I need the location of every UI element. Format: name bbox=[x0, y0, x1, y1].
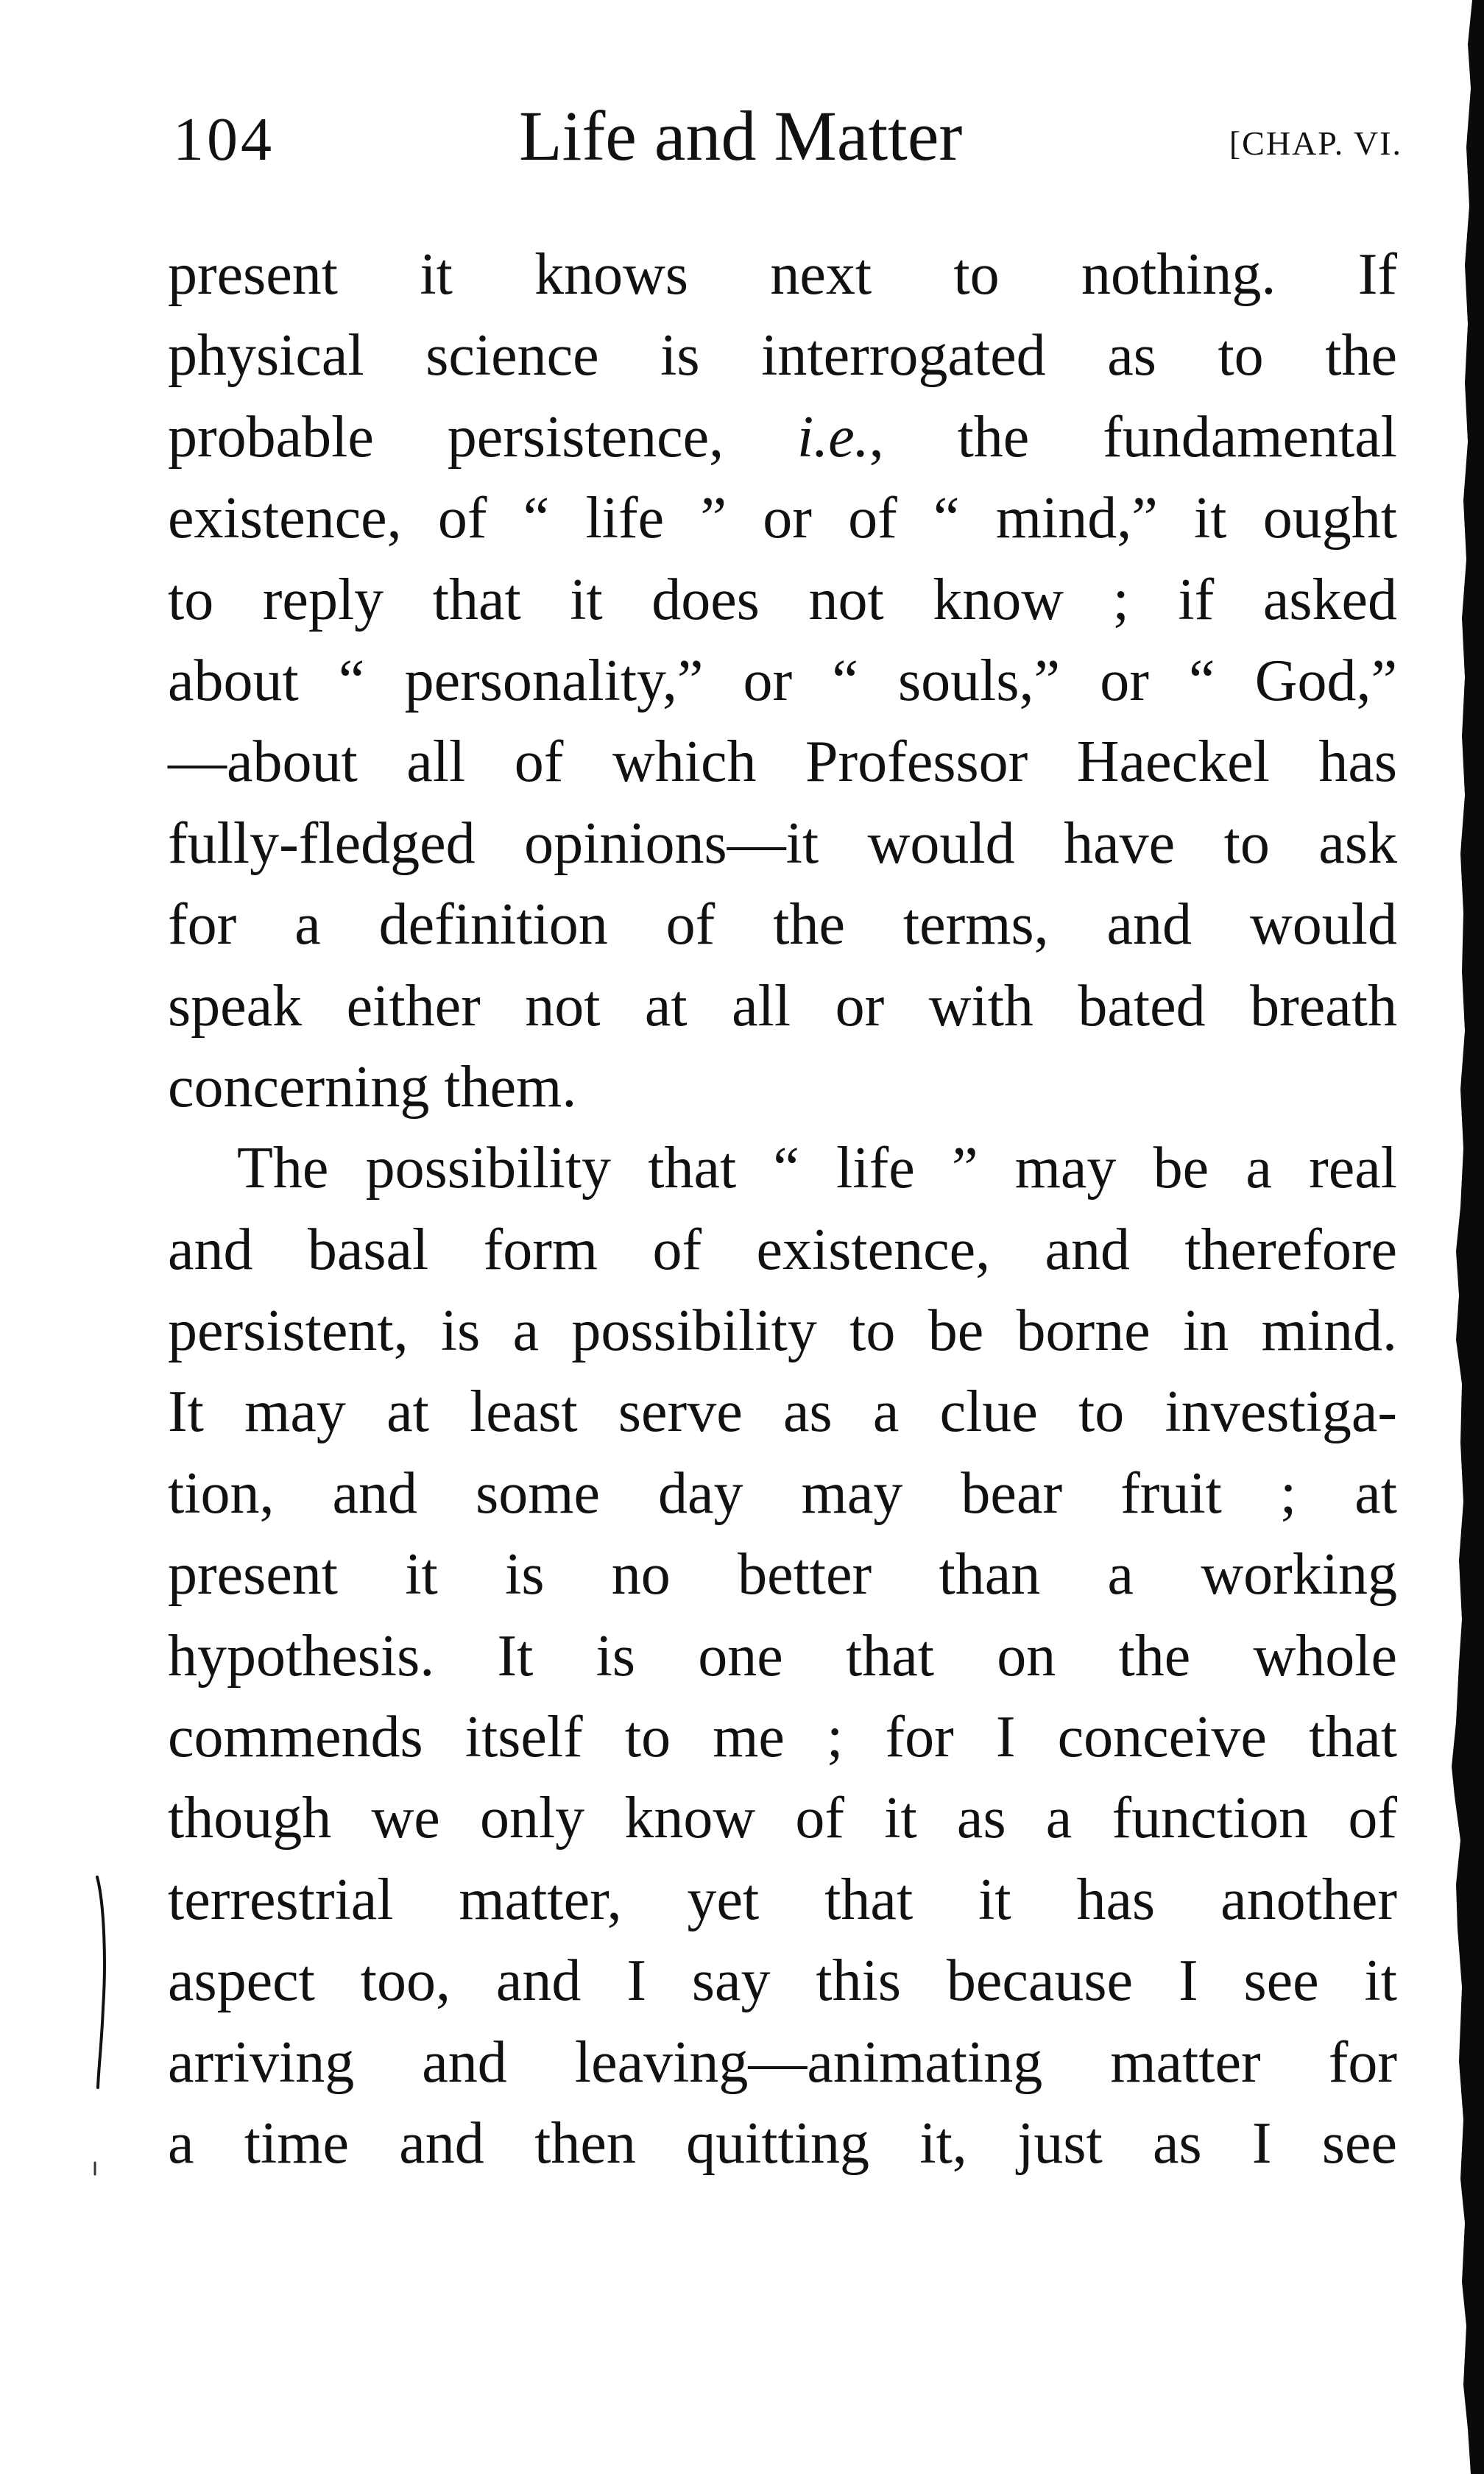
page-header bbox=[173, 96, 1402, 184]
margin-pencil-dot bbox=[93, 2161, 97, 2176]
text-line: tion, and some day may bear fruit ; at bbox=[168, 1460, 1397, 1526]
text-line: hypothesis. It is one that on the whole bbox=[168, 1623, 1397, 1689]
text-line: to reply that it does not know ; if asked bbox=[168, 567, 1397, 632]
page-number: 104 bbox=[173, 105, 275, 174]
text-line: It may at least serve as a clue to investiga- bbox=[168, 1379, 1397, 1445]
text-line: for a definition of the terms, and would bbox=[168, 892, 1397, 958]
text-line: commends itself to me ; for I conceive that bbox=[168, 1705, 1397, 1770]
text-line: arriving and leaving—animating matter for bbox=[168, 2029, 1397, 2095]
text-line bbox=[168, 397, 1397, 478]
text-line: aspect too, and I say this because I see it bbox=[168, 1948, 1397, 2014]
text-line: terrestrial matter, yet that it has another bbox=[168, 1867, 1397, 1932]
text-line: fully-fledged opinions—it would have to ask bbox=[168, 810, 1397, 876]
text-line-start: probable persistence, bbox=[168, 404, 797, 470]
paragraph-end-line: concerning them. bbox=[168, 1054, 577, 1120]
text-line: though we only know of it as a function of bbox=[168, 1786, 1397, 1851]
text-line: about “ personality,” or “ souls,” or “ God,” bbox=[168, 648, 1397, 713]
page-edge-shadow bbox=[1434, 0, 1484, 2474]
text-line: present it knows next to nothing. If bbox=[168, 242, 1397, 307]
chapter-label: [CHAP. VI. bbox=[1229, 124, 1402, 162]
text-line: —about all of which Professor Haeckel has bbox=[168, 729, 1397, 795]
text-line-end: , the fundamental bbox=[869, 404, 1397, 470]
text-line: present it is no better than a working bbox=[168, 1542, 1397, 1608]
text-line: a time and then quitting it, just as I see bbox=[168, 2110, 1397, 2176]
text-line: speak either not at all or with bated breath bbox=[168, 973, 1397, 1039]
body-text bbox=[168, 234, 1397, 2184]
text-line: physical science is interrogated as to the bbox=[168, 323, 1397, 389]
italic-abbreviation: i.e. bbox=[796, 404, 869, 470]
margin-pencil-mark bbox=[94, 1876, 109, 2089]
text-line: and basal form of existence, and therefore bbox=[168, 1217, 1397, 1282]
running-title: Life and Matter bbox=[519, 96, 963, 175]
text-line: persistent, is a possibility to be borne in mind. bbox=[168, 1298, 1397, 1364]
text-line: existence, of “ life ” or of “ mind,” it ought bbox=[168, 486, 1397, 551]
paragraph-start-line: The possibility that “ life ” may be a real bbox=[237, 1136, 1397, 1201]
